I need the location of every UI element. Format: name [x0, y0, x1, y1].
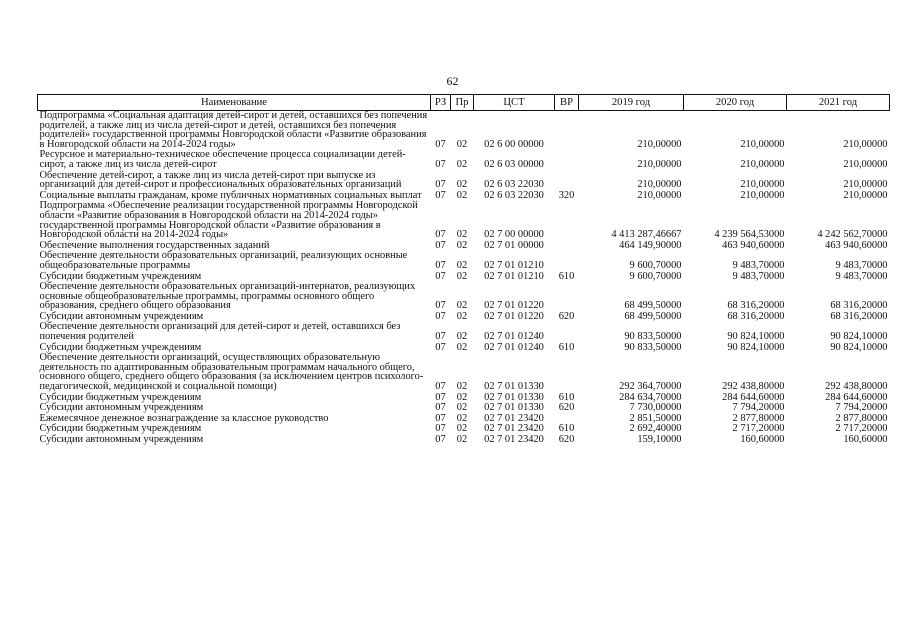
row-vr: 610	[558, 391, 575, 403]
row-cst: 02 7 01 01220	[484, 310, 544, 322]
row-pr: 02	[456, 341, 468, 353]
row-amount-2020: 68 316,20000	[727, 310, 785, 322]
row-cst: 02 7 01 23420	[484, 423, 544, 435]
row-amount-2020: 210,00000	[740, 138, 785, 150]
row-amount-2019: 464 149,90000	[619, 239, 682, 251]
row-cst: 02 7 01 23420	[484, 434, 544, 445]
row-name: Субсидии автономным учреждениям	[39, 434, 204, 445]
row-amount-2021: 160,60000	[843, 434, 888, 445]
row-pr: 02	[456, 412, 468, 424]
row-name: Субсидии автономным учреждениям	[39, 310, 204, 322]
row-cst: 02 7 01 23420	[484, 412, 544, 424]
row-amount-2019: 284 634,70000	[619, 391, 682, 403]
row-cst: 02 6 03 22030	[484, 179, 544, 191]
row-vr: 610	[558, 341, 575, 353]
table-row	[38, 434, 890, 445]
row-amount-2019: 4 413 287,46667	[611, 229, 682, 241]
row-amount-2020: 7 794,20000	[732, 402, 785, 414]
row-cst: 02 7 01 01330	[484, 381, 544, 393]
budget-table	[37, 94, 890, 445]
row-name: Обеспечение детей-сирот, а также лиц из числа детей-сирот при выпуске из организаций для детей-сирот и профессиональных образовательных организаций	[39, 169, 402, 191]
header-2020: 2020 год	[684, 95, 787, 111]
row-amount-2019: 210,00000	[637, 158, 682, 170]
header-name: Наименование	[38, 95, 431, 111]
row-rz: 07	[435, 310, 446, 322]
row-rz: 07	[435, 259, 446, 271]
row-name: Обеспечение деятельности образовательных организаций, реализующих основные общеобразовательные программы	[39, 250, 408, 271]
table-row	[38, 149, 890, 169]
row-pr: 02	[456, 434, 468, 445]
row-amount-2021: 210,00000	[843, 158, 888, 170]
row-rz: 07	[435, 270, 446, 282]
row-pr: 02	[456, 179, 468, 191]
row-pr: 02	[456, 270, 468, 282]
table-row	[38, 111, 890, 150]
row-rz: 07	[435, 341, 446, 353]
row-cst: 02 7 00 00000	[484, 229, 544, 241]
row-amount-2021: 292 438,80000	[825, 381, 888, 393]
row-cst: 02 6 00 00000	[484, 138, 544, 150]
table-row	[38, 392, 890, 403]
row-rz: 07	[435, 229, 446, 241]
row-name: Субсидии бюджетным учреждениям	[39, 270, 202, 282]
row-rz: 07	[435, 239, 446, 251]
row-name: Социальные выплаты гражданам, кроме публичных нормативных социальных выплат	[39, 189, 422, 201]
row-vr	[555, 281, 579, 311]
row-rz: 07	[435, 179, 446, 191]
row-amount-2019: 210,00000	[637, 138, 682, 150]
row-amount-2021: 9 483,70000	[835, 270, 888, 282]
row-amount-2020: 463 940,60000	[722, 239, 785, 251]
row-amount-2020: 4 239 564,53000	[714, 229, 785, 241]
row-vr: 620	[558, 402, 575, 414]
row-amount-2019: 9 600,70000	[629, 259, 682, 271]
row-amount-2020: 160,60000	[740, 434, 785, 445]
row-rz: 07	[435, 434, 446, 445]
row-amount-2020: 2 877,80000	[732, 412, 785, 424]
header-cst: ЦСТ	[474, 95, 555, 111]
row-amount-2021: 463 940,60000	[825, 239, 888, 251]
row-amount-2019: 68 499,50000	[624, 300, 682, 312]
row-vr	[555, 413, 579, 424]
header-rz: РЗ	[431, 95, 451, 111]
table-row	[38, 200, 890, 239]
table-row	[38, 342, 890, 353]
row-amount-2019: 7 730,00000	[629, 402, 682, 414]
row-pr: 02	[456, 158, 468, 170]
row-name: Ежемесячное денежное вознаграждение за классное руководство	[39, 412, 329, 424]
row-cst: 02 7 01 01240	[484, 331, 544, 343]
row-amount-2021: 90 824,10000	[830, 341, 888, 353]
row-name: Обеспечение деятельности образовательных организаций-интернатов, реализующих основные общеобразовательные программы, программы основного общего образования, среднего общего образования	[39, 281, 416, 312]
row-amount-2021: 284 644,60000	[825, 391, 888, 403]
table-row	[38, 170, 890, 190]
row-pr: 02	[456, 331, 468, 343]
row-vr: 320	[558, 189, 575, 201]
row-cst: 02 7 01 01210	[484, 270, 544, 282]
row-amount-2021: 68 316,20000	[830, 300, 888, 312]
row-vr: 620	[558, 434, 575, 445]
row-rz: 07	[435, 138, 446, 150]
row-pr: 02	[456, 381, 468, 393]
row-vr	[555, 321, 579, 341]
row-pr: 02	[456, 391, 468, 403]
row-cst: 02 7 01 00000	[484, 239, 544, 251]
row-name: Подпрограмма «Обеспечение реализации государственной программы Новгородской области «Развитие образования в Новгородской области на 2014-2024 годы» государственной программы Новгородской области «Развитие образования в Новгородской области на 2014-2024 годы»	[39, 200, 418, 241]
row-amount-2021: 9 483,70000	[835, 259, 888, 271]
row-vr	[555, 170, 579, 190]
row-name: Подпрограмма «Социальная адаптация детей-сирот и детей, оставшихся без попечения родителей, а также лиц из числа детей-сирот и детей, оставшихся без попечения родителей» государственной программы Новгородской области «Развитие образования в Новгородской области на 2014-2024 годы»	[39, 110, 428, 150]
table-row	[38, 402, 890, 413]
row-name: Обеспечение деятельности организаций для детей-сирот и детей, оставшихся без попечения родителей	[39, 321, 401, 343]
row-pr: 02	[456, 189, 468, 201]
row-amount-2019: 210,00000	[637, 189, 682, 201]
row-pr: 02	[456, 402, 468, 414]
row-cst: 02 7 01 01330	[484, 402, 544, 414]
row-name: Обеспечение деятельности организаций, осуществляющих образовательную деятельность по адаптированным образовательным программам начального общего, основного общего, среднего общего образования (за исключением центров психолого-педагогической, медицинской и социальной помощи)	[39, 352, 424, 393]
row-cst: 02 6 03 22030	[484, 189, 544, 201]
row-rz: 07	[435, 300, 446, 312]
row-amount-2020: 210,00000	[740, 158, 785, 170]
header-vr: ВР	[555, 95, 579, 111]
row-amount-2020: 210,00000	[740, 189, 785, 201]
row-amount-2020: 9 483,70000	[732, 270, 785, 282]
row-amount-2020: 284 644,60000	[722, 391, 785, 403]
row-amount-2019: 2 692,40000	[629, 423, 682, 435]
row-pr: 02	[456, 310, 468, 322]
row-vr	[555, 149, 579, 169]
row-pr: 02	[456, 138, 468, 150]
row-vr	[555, 111, 579, 150]
row-pr: 02	[456, 259, 468, 271]
table-row	[38, 281, 890, 311]
row-name: Субсидии автономным учреждениям	[39, 402, 204, 414]
table-row	[38, 240, 890, 251]
row-amount-2020: 210,00000	[740, 179, 785, 191]
row-name: Субсидии бюджетным учреждениям	[39, 423, 202, 435]
row-pr: 02	[456, 229, 468, 241]
row-pr: 02	[456, 239, 468, 251]
table-row	[38, 321, 890, 341]
row-amount-2021: 2 877,80000	[835, 412, 888, 424]
row-rz: 07	[435, 412, 446, 424]
table-row	[38, 250, 890, 270]
row-name: Ресурсное и материально-техническое обеспечение процесса социализации детей-сирот, а также лиц из числа детей-сирот	[39, 149, 406, 170]
header-2019: 2019 год	[579, 95, 684, 111]
table-row	[38, 190, 890, 201]
row-amount-2019: 90 833,50000	[624, 341, 682, 353]
row-amount-2021: 210,00000	[843, 189, 888, 201]
row-amount-2019: 68 499,50000	[624, 310, 682, 322]
row-cst: 02 7 01 01210	[484, 259, 544, 271]
table-row	[38, 271, 890, 282]
row-vr: 610	[558, 423, 575, 435]
row-cst: 02 7 01 01220	[484, 300, 544, 312]
row-amount-2021: 210,00000	[843, 179, 888, 191]
row-vr: 610	[558, 270, 575, 282]
row-rz: 07	[435, 423, 446, 435]
row-name: Субсидии бюджетным учреждениям	[39, 391, 202, 403]
table-row	[38, 311, 890, 322]
row-name: Субсидии бюджетным учреждениям	[39, 341, 202, 353]
row-rz: 07	[435, 381, 446, 393]
row-rz: 07	[435, 331, 446, 343]
row-amount-2020: 292 438,80000	[722, 381, 785, 393]
row-amount-2019: 292 364,70000	[619, 381, 682, 393]
table-row	[38, 352, 890, 391]
row-rz: 07	[435, 402, 446, 414]
row-amount-2021: 4 242 562,70000	[817, 229, 888, 241]
row-amount-2020: 90 824,10000	[727, 341, 785, 353]
row-rz: 07	[435, 189, 446, 201]
row-amount-2019: 210,00000	[637, 179, 682, 191]
row-rz: 07	[435, 391, 446, 403]
row-vr	[555, 200, 579, 239]
row-amount-2021: 7 794,20000	[835, 402, 888, 414]
header-2021: 2021 год	[787, 95, 890, 111]
row-amount-2019: 9 600,70000	[629, 270, 682, 282]
row-cst: 02 6 03 00000	[484, 158, 544, 170]
row-amount-2021: 210,00000	[843, 138, 888, 150]
page-number: 62	[446, 74, 459, 88]
row-name: Обеспечение выполнения государственных заданий	[39, 239, 270, 251]
table-row	[38, 423, 890, 434]
row-cst: 02 7 01 01330	[484, 391, 544, 403]
row-amount-2021: 2 717,20000	[835, 423, 888, 435]
row-vr	[555, 250, 579, 270]
table-body	[38, 111, 890, 445]
row-pr: 02	[456, 423, 468, 435]
header-pr: Пр	[451, 95, 474, 111]
row-vr	[555, 352, 579, 391]
row-amount-2021: 90 824,10000	[830, 331, 888, 343]
row-pr: 02	[456, 300, 468, 312]
row-amount-2021: 68 316,20000	[830, 310, 888, 322]
row-amount-2019: 159,10000	[637, 434, 682, 445]
row-amount-2020: 2 717,20000	[732, 423, 785, 435]
row-rz: 07	[435, 158, 446, 170]
row-amount-2020: 90 824,10000	[727, 331, 785, 343]
table-row	[38, 413, 890, 424]
row-amount-2019: 90 833,50000	[624, 331, 682, 343]
row-amount-2020: 68 316,20000	[727, 300, 785, 312]
row-vr	[555, 240, 579, 251]
row-amount-2020: 9 483,70000	[732, 259, 785, 271]
row-amount-2019: 2 851,50000	[629, 412, 682, 424]
table-header-row	[38, 95, 890, 111]
row-cst: 02 7 01 01240	[484, 341, 544, 353]
row-vr: 620	[558, 310, 575, 322]
